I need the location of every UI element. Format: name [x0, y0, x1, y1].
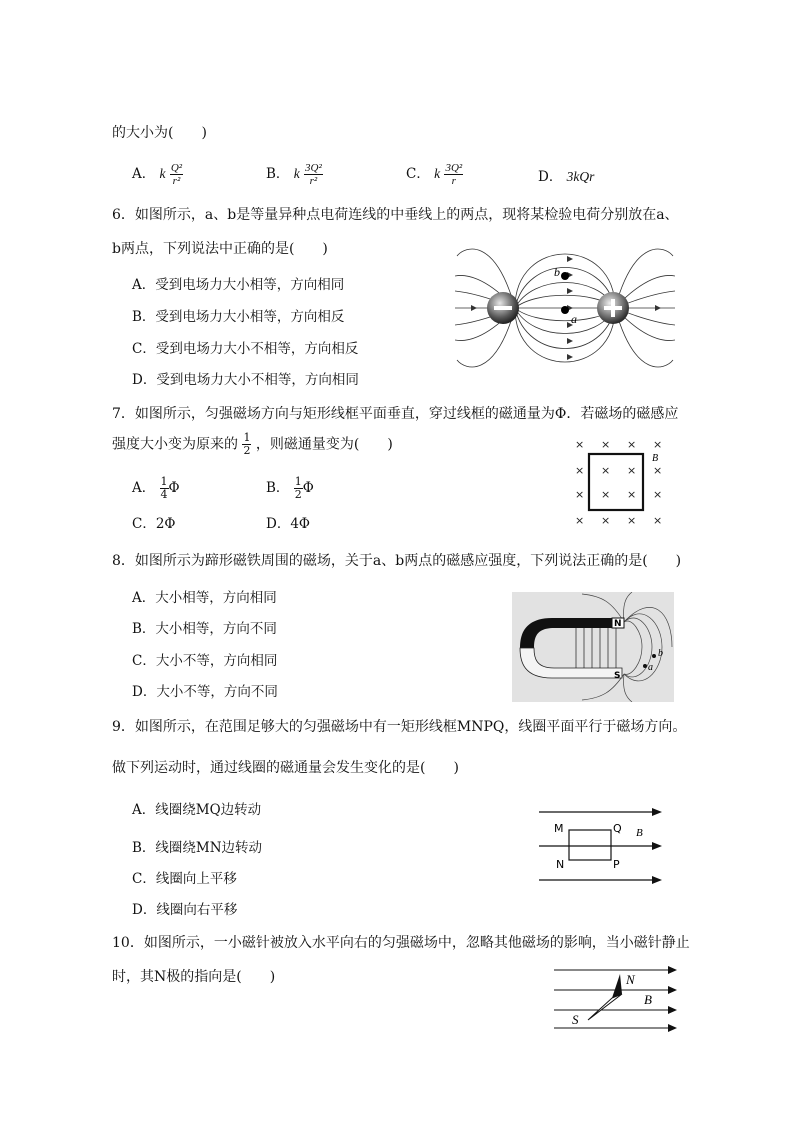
- label-a: a: [571, 312, 577, 326]
- q8-option-b[interactable]: B．大小相等，方向不同: [132, 621, 277, 637]
- denominator: 2: [294, 488, 302, 501]
- svg-text:×: ×: [575, 514, 585, 527]
- q5-option-a[interactable]: [132, 162, 183, 187]
- q6-option-d[interactable]: D．受到电场力大小不相等，方向相同: [132, 372, 359, 388]
- q10-compass-figure: [550, 964, 680, 1034]
- option-text: 3kQr: [566, 169, 595, 184]
- coef: k: [159, 166, 166, 181]
- q6-dipole-figure: [455, 246, 675, 372]
- stem-text: ，则磁通量变为( ): [255, 436, 393, 453]
- q5-option-b[interactable]: [266, 162, 323, 187]
- q9-loop-figure: [536, 804, 666, 888]
- q5-option-d[interactable]: [538, 168, 594, 186]
- svg-text:×: ×: [575, 438, 585, 451]
- label-Q: Q: [613, 822, 622, 835]
- q8-horseshoe-figure: [512, 592, 674, 702]
- numerator: 1: [294, 475, 302, 488]
- fraction: [304, 162, 323, 187]
- option-label: B．: [266, 166, 290, 182]
- stem-text: 强度大小变为原来的: [112, 436, 238, 453]
- q10-stem-line1: 10．如图所示，一小磁针被放入水平向右的匀强磁场中，忽略其他磁场的影响，当小磁针静止: [112, 935, 690, 951]
- svg-text:×: ×: [575, 464, 585, 477]
- svg-text:×: ×: [601, 438, 611, 451]
- label-b: b: [554, 265, 560, 279]
- plus-sign-v: [611, 299, 615, 317]
- label-B: B: [636, 827, 643, 839]
- label-N: N: [614, 619, 622, 629]
- label-b: b: [658, 648, 663, 659]
- svg-text:×: ×: [601, 514, 611, 527]
- numerator: Q²: [170, 162, 183, 174]
- q7-stem-line1: 7．如图所示，匀强磁场方向与矩形线框平面垂直，穿过线框的磁通量为Φ．若磁场的磁感应: [112, 406, 679, 422]
- phi: Φ: [168, 480, 180, 496]
- point-a: [561, 306, 569, 314]
- label-P: P: [613, 858, 620, 871]
- q8-option-c[interactable]: C．大小不等，方向相同: [132, 653, 278, 669]
- q6-option-c[interactable]: C．受到电场力大小不相等，方向相反: [132, 341, 359, 357]
- wire-frame: [589, 454, 643, 510]
- q5-option-c[interactable]: [406, 162, 463, 187]
- minus-sign: [494, 306, 512, 310]
- svg-text:×: ×: [627, 488, 637, 501]
- numerator: 1: [243, 431, 251, 444]
- q6-stem-line1: 6．如图所示，a、b是等量异种点电荷连线的中垂线上的两点，现将某检验电荷分别放在a、: [112, 207, 679, 223]
- svg-text:×: ×: [653, 488, 663, 501]
- q8-option-a[interactable]: A．大小相等，方向相同: [132, 590, 277, 606]
- field-arrows: [668, 966, 677, 1032]
- coef: k: [434, 166, 441, 181]
- point-b: [652, 654, 656, 658]
- option-label: B．: [266, 480, 290, 496]
- q5-stem-tail: 的大小为( ): [112, 125, 207, 141]
- q8-option-d[interactable]: D．大小不等，方向不同: [132, 684, 278, 700]
- fraction: [160, 476, 169, 501]
- svg-text:×: ×: [601, 464, 611, 477]
- q9-stem-line2: 做下列运动时，通过线圈的磁通量会发生变化的是( ): [112, 760, 459, 776]
- svg-text:×: ×: [601, 488, 611, 501]
- numerator: 1: [160, 475, 168, 488]
- q7-option-a[interactable]: [132, 476, 180, 501]
- q9-option-c[interactable]: C．线圈向上平移: [132, 871, 237, 887]
- q7-option-c[interactable]: C．2Φ: [132, 516, 176, 532]
- q9-stem-line1: 9．如图所示，在范围足够大的匀强磁场中有一矩形线框MNPQ，线圈平面平行于磁场方向。: [112, 719, 687, 735]
- svg-text:×: ×: [653, 514, 663, 527]
- svg-text:×: ×: [653, 438, 663, 451]
- q6-option-b[interactable]: B．受到电场力大小相等，方向相反: [132, 309, 345, 325]
- svg-text:×: ×: [575, 488, 585, 501]
- q7-field-figure: [570, 434, 670, 530]
- svg-text:×: ×: [627, 514, 637, 527]
- label-S: S: [572, 1012, 579, 1027]
- q7-stem-line2: [112, 432, 393, 457]
- one-half-fraction: [242, 432, 251, 457]
- q7-option-b[interactable]: [266, 476, 314, 501]
- label-B: B: [644, 992, 652, 1007]
- svg-text:×: ×: [627, 438, 637, 451]
- phi: Φ: [302, 480, 314, 496]
- option-label: D．: [538, 169, 563, 185]
- q7-option-d[interactable]: D．4Φ: [266, 516, 310, 532]
- option-label: A．: [132, 166, 156, 182]
- compass-s-end: [588, 994, 622, 1020]
- denominator: r: [451, 175, 456, 187]
- coef: k: [293, 166, 300, 181]
- point-a: [643, 664, 647, 668]
- q9-option-d[interactable]: D．线圈向右平移: [132, 902, 238, 918]
- denominator: 4: [160, 488, 168, 501]
- label-S: S: [614, 671, 621, 681]
- denominator: 2: [243, 444, 251, 457]
- label-a: a: [648, 662, 653, 673]
- q6-option-a[interactable]: A．受到电场力大小相等，方向相同: [132, 277, 345, 293]
- denominator: r²: [309, 175, 318, 187]
- svg-text:×: ×: [653, 464, 663, 477]
- rectangular-loop: [569, 830, 611, 860]
- q8-stem-line1: 8．如图所示为蹄形磁铁周围的磁场，关于a、b两点的磁感应强度，下列说法正确的是( ): [112, 553, 682, 569]
- numerator: 3Q²: [445, 162, 463, 174]
- label-B: B: [652, 453, 659, 464]
- label-N: N: [556, 858, 565, 871]
- option-label: C．: [406, 166, 430, 182]
- label-M: M: [554, 822, 564, 835]
- figure-background: [512, 592, 674, 702]
- denominator: r²: [172, 175, 181, 187]
- numerator: 3Q²: [305, 162, 322, 174]
- fraction: [444, 162, 463, 187]
- fraction: [170, 162, 183, 187]
- label-N: N: [626, 972, 635, 987]
- svg-text:×: ×: [627, 464, 637, 477]
- q9-option-a[interactable]: A．线圈绕MQ边转动: [132, 802, 262, 818]
- option-label: A．: [132, 480, 156, 496]
- q9-option-b[interactable]: B．线圈绕MN边转动: [132, 840, 263, 856]
- point-b: [561, 272, 569, 280]
- q6-stem-line2: b两点，下列说法中正确的是( ): [112, 241, 328, 257]
- field-arrows: [652, 808, 662, 884]
- fraction: [294, 476, 303, 501]
- q10-stem-line2: 时，其N极的指向是( ): [112, 969, 276, 985]
